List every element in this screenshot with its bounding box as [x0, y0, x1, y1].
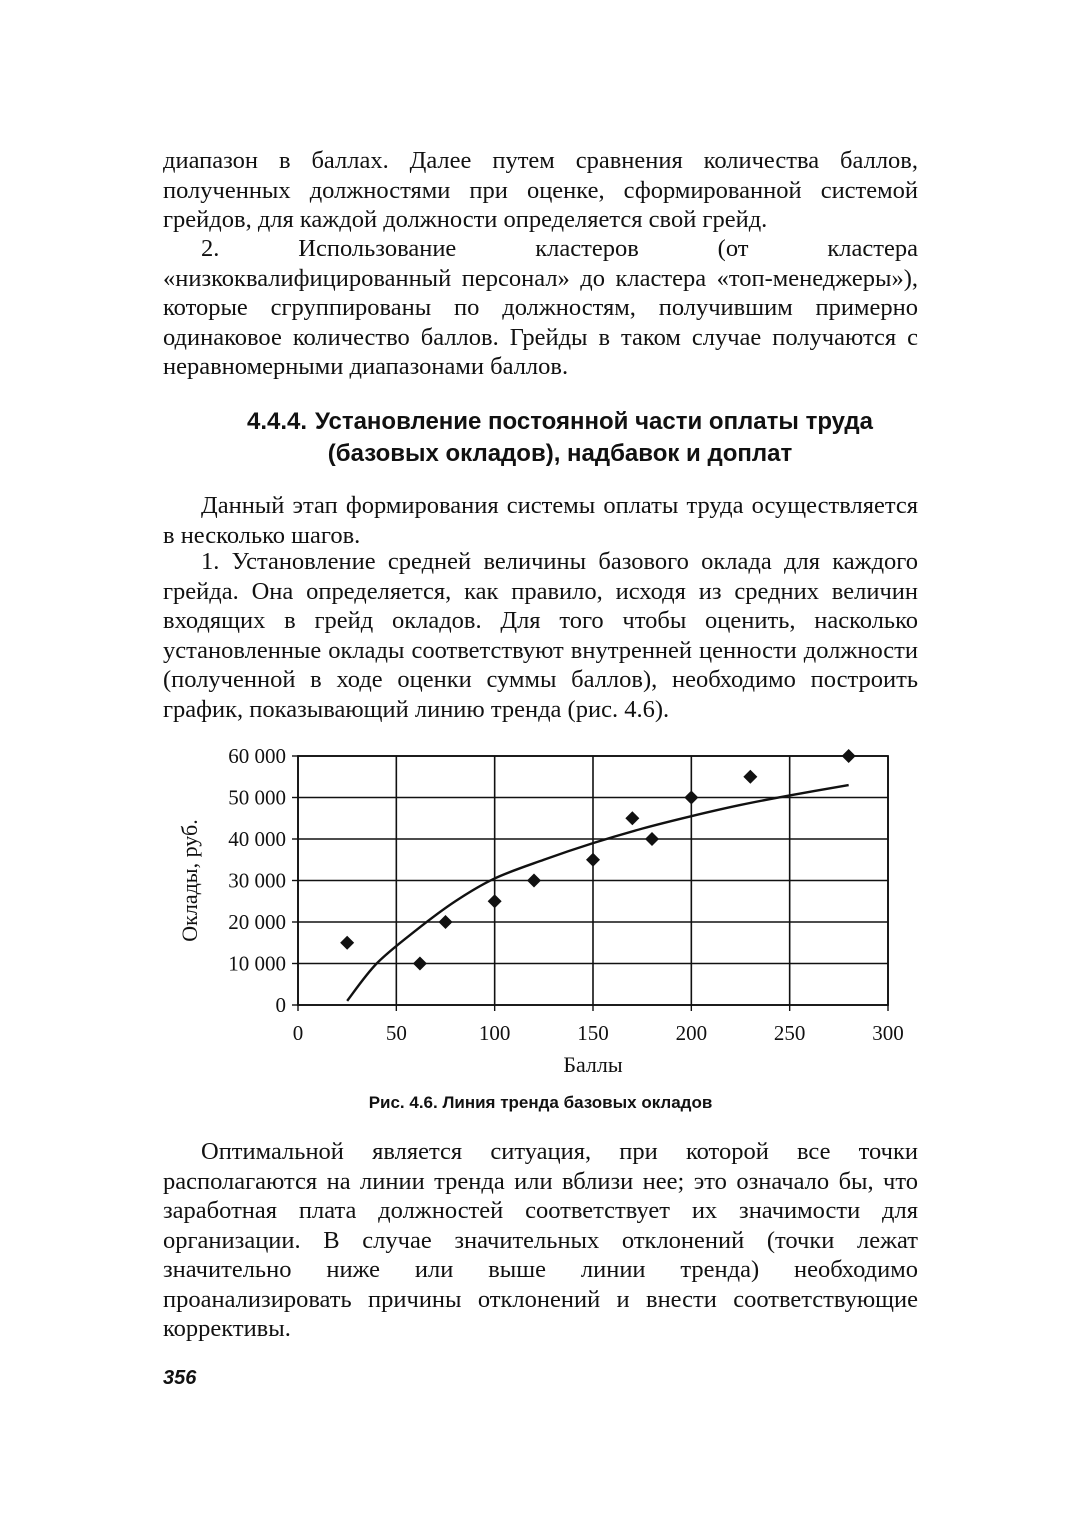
y-tick-label: 20 000	[228, 910, 286, 934]
data-point	[340, 936, 354, 950]
y-tick-label: 0	[275, 993, 286, 1017]
data-point	[413, 957, 427, 971]
x-tick-label: 300	[872, 1021, 904, 1045]
page-number: 356	[163, 1367, 197, 1389]
y-tick-label: 30 000	[228, 868, 286, 893]
y-tick-label: 60 000	[228, 744, 286, 768]
x-tick-label: 200	[675, 1021, 708, 1045]
chart-trendline-group	[347, 785, 849, 1001]
data-point	[645, 832, 659, 846]
paragraph-clusters: 2. Использование кластеров (от кластера «низкоквалифицированный персонал» до кластера «топ-менеджеры»), которые сгруппированы по должностям, получившим примерно одинаковое количество баллов. Грейды в таком случае получаются с неравномерными диапазонами баллов.	[163, 235, 918, 380]
y-tick-label: 10 000	[228, 951, 286, 976]
data-point	[488, 894, 502, 908]
x-tick-label: 250	[773, 1021, 806, 1045]
x-tick-label: 50	[385, 1021, 407, 1045]
data-point	[527, 874, 541, 888]
data-point	[439, 915, 453, 929]
chart-points	[340, 749, 856, 971]
section-title-line2: (базовых окладов), надбавок и доплат	[327, 440, 793, 467]
data-point	[684, 791, 698, 805]
x-tick-label: 0	[292, 1021, 304, 1045]
data-point	[743, 770, 757, 784]
x-tick-label: 100	[478, 1021, 511, 1045]
trend-chart	[150, 738, 920, 1078]
x-axis-title: Баллы	[563, 1052, 623, 1077]
section-title-line1: Установление постоянной части оплаты труда	[315, 408, 873, 435]
data-point	[842, 749, 856, 763]
figure-caption: Рис. 4.6. Линия тренда базовых окладов	[368, 1093, 713, 1112]
section-heading	[200, 406, 920, 470]
y-tick-label: 50 000	[228, 785, 286, 810]
paragraph-step1: 1. Установление средней величины базового оклада для каждого грейда. Она определяется, как правило, исходя из средних величин входящих в грейд окладов. Для того чтобы оценить, насколько установленные оклады соответствуют внутренней ценности должности (полученной в ходе оценки суммы баллов), необходимо построить график, показывающий линию тренда (рис. 4.6).	[163, 548, 918, 723]
section-number: 4.4.4.	[247, 408, 308, 435]
data-point	[625, 811, 639, 825]
x-tick-label: 150	[577, 1021, 609, 1045]
data-point	[586, 853, 600, 867]
paragraph-intro: Данный этап формирования системы оплаты труда осуществляется в несколько шагов.	[163, 492, 918, 549]
paragraph-conclusion: Оптимальной является ситуация, при которой все точки располагаются на линии тренда или вблизи нее; это означало бы, что заработная плата должностей соответствует их значимости для организации. В случае значительных отклонений (точки лежат значительно ниже или выше линии тренда) необходимо проанализировать причины отклонений и внести соответствующие коррективы.	[163, 1138, 918, 1342]
y-tick-label: 40 000	[228, 827, 286, 851]
trendline	[347, 785, 849, 1001]
y-axis-title: Оклады, руб.	[177, 819, 202, 942]
paragraph-continued: диапазон в баллах. Далее путем сравнения количества баллов, полученных должностями при оценке, сформированной системой грейдов, для каждой должности определяется свой грейд.	[163, 147, 918, 233]
